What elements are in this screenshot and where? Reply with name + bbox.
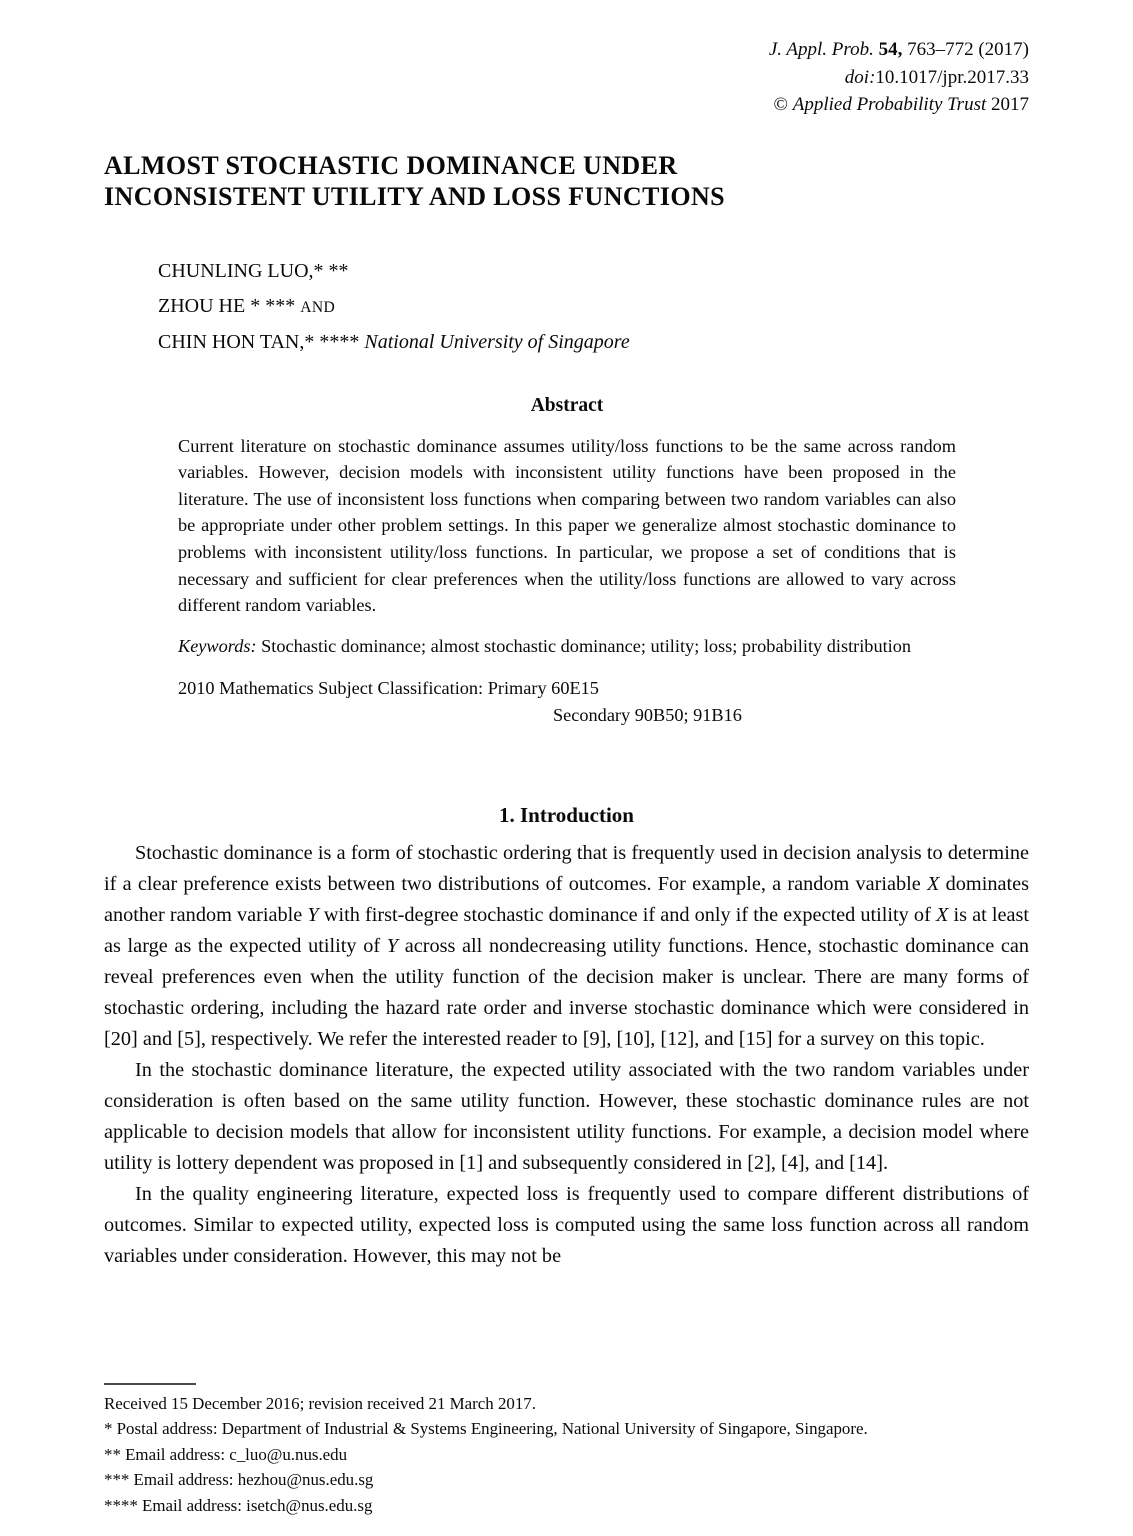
msc-secondary: Secondary 90B50; 91B16 [553,704,742,725]
author-block [158,254,630,360]
text-run: In the stochastic dominance literature, the expected utility associated with the two random variables under consideration is often based on the same utility function. However, these stochastic dominance rules are not applicable to decision models that allow for inconsistent utility functions. For example, a decision model where utility is lottery dependent was proposed in [1] and subsequently considered in [2], [4], and [14]. [104,1059,1029,1174]
text-run: Stochastic dominance; almost stochastic dominance; utility; loss; probability distribution [256,635,912,656]
text-run: Stochastic dominance is a form of stochastic ordering that is frequently used in decision analysis to determine if a clear preference exists between two distributions of outcomes. For example, a random variable [104,842,1029,895]
footnote-email-he: *** Email address: hezhou@nus.edu.sg [104,1470,374,1490]
text-run: across all nondecreasing utility functions. Hence, stochastic dominance can reveal preferences even when the utility function of the decision maker is unclear. There are many forms of stochastic ordering, including the hazard rate order and inverse stochastic dominance which were considered in [20] and [5], respectively. We refer the interested reader to [9], [10], [12], and [15] for a survey on this topic. [104,935,1030,1050]
text-run: is at least as large as the expected utility of [104,904,1029,957]
journal-copyright [769,91,1029,119]
footnote-email-tan: **** Email address: isetch@nus.edu.sg [104,1495,373,1515]
journal-citation [769,36,1029,64]
text-run: X [935,904,949,926]
footnote-divider [104,1383,196,1385]
journal-header [769,36,1029,119]
text-run: In the quality engineering literature, expected loss is frequently used to compare different distributions of outcomes. Similar to expected utility, expected loss is computed using the same loss function across all random variables under consideration. However, this may not be [104,1183,1029,1267]
msc-block [178,675,956,728]
text-run: National University of Singapore [364,331,630,353]
text-run: Y [307,904,319,926]
paper-title-line-2: INCONSISTENT UTILITY AND LOSS FUNCTIONS [104,182,726,211]
text-run: dominates another random variable [104,873,1029,926]
journal-doi [769,64,1029,92]
intro-paragraph-1 [104,838,1029,1055]
abstract-heading: Abstract [530,395,604,416]
text-run: CHIN HON TAN,* **** [158,331,365,353]
text-run: Applied Probability Trust [792,94,987,115]
author-line-he [158,289,630,325]
introduction-body [104,838,1029,1272]
paper-title-line-1: ALMOST STOCHASTIC DOMINANCE UNDER [104,151,678,180]
author-line-luo [158,254,630,289]
footnote-postal-address: * Postal address: Department of Industrial & Systems Engineering, National University of Singapore, Singapore. [104,1419,868,1439]
footnote-received: Received 15 December 2016; revision received 21 March 2017. [104,1394,536,1413]
text-run: © [773,94,793,115]
text-run: 10.1017/jpr.2017.33 [875,66,1029,88]
author-line-tan [158,325,630,360]
text-run: Keywords: [178,635,257,656]
text-run: 763–772 (2017) [902,39,1029,60]
text-run: J. Appl. Prob. [768,39,879,60]
paper-title [104,150,725,212]
text-run: X [927,873,940,895]
keywords-line [178,633,956,660]
footnote-email-luo: ** Email address: c_luo@u.nus.edu [104,1444,348,1464]
msc-primary: 2010 Mathematics Subject Classification: Primary 60E15 [178,678,599,699]
section-heading-introduction: 1. Introduction [499,803,634,827]
text-run: with first-degree stochastic dominance if and only if the expected utility of [318,904,936,926]
abstract-body: Current literature on stochastic dominance assumes utility/loss functions to be the same across random variables. However, decision models with inconsistent utility functions have been proposed in the literature. The use of inconsistent loss functions when comparing between two random variables can also be appropriate under other problem settings. In this paper we generalize almost stochastic dominance to problems with inconsistent utility/loss functions. In particular, we propose a set of conditions that is necessary and sufficient for clear preferences when the utility/loss functions are allowed to vary across different random variables. [178,435,956,616]
text-run: doi: [844,66,876,88]
intro-paragraph-2 [104,1055,1029,1179]
abstract-section [178,393,956,729]
text-run: Y [386,935,399,957]
text-run: ZHOU HE * *** [158,295,301,317]
text-run: AND [300,299,336,316]
intro-paragraph-3 [104,1179,1029,1272]
text-run: 2017 [986,94,1029,115]
text-run: CHUNLING LUO,* ** [158,260,349,282]
text-run: 54, [878,39,903,60]
footnote-block [104,1383,1064,1518]
